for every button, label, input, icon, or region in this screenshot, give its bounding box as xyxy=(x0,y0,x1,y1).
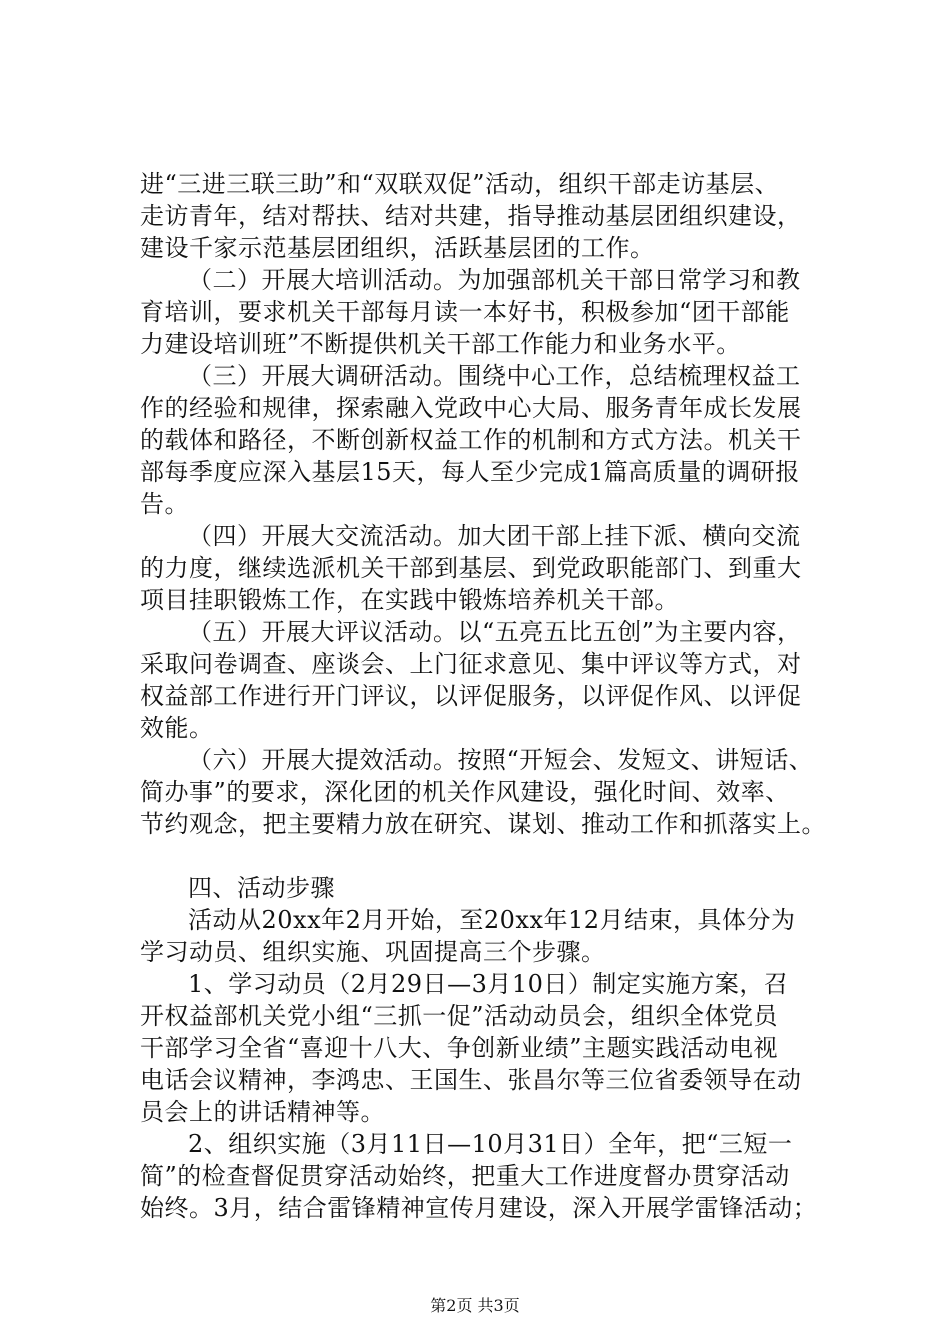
text-line: 效能。 xyxy=(140,714,214,742)
text-line: 的载体和路径，不断创新权益工作的机制和方式方法。机关干 xyxy=(140,426,802,454)
paragraph xyxy=(140,520,830,616)
text-line: 力建设培训班”不断提供机关干部工作能力和业务水平。 xyxy=(140,330,741,358)
body-text xyxy=(140,168,830,1224)
text-line: （四）开展大交流活动。加大团干部上挂下派、横向交流 xyxy=(188,522,801,550)
paragraph xyxy=(140,616,830,744)
text-line: 电话会议精神，李鸿忠、王国生、张昌尔等三位省委领导在动 xyxy=(140,1066,802,1094)
text-line: 简”的检查督促贯穿活动始终，把重大工作进度督办贯穿活动 xyxy=(140,1162,790,1190)
blank-line xyxy=(140,840,830,872)
paragraph xyxy=(140,264,830,360)
text-line: 建设千家示范基层团组织，活跃基层团的工作。 xyxy=(140,234,655,262)
heading-text: 四、活动步骤 xyxy=(188,874,335,902)
paragraph xyxy=(140,744,830,840)
text-line: 始终。3月，结合雷锋精神宣传月建设，深入开展学雷锋活动； xyxy=(140,1194,818,1222)
text-line: 育培训，要求机关干部每月读一本好书，积极参加“团干部能 xyxy=(140,298,790,326)
text-line: 权益部工作进行开门评议，以评促服务，以评促作风、以评促 xyxy=(140,682,802,710)
page-number-footer: 第2页 共3页 xyxy=(430,1296,520,1315)
text-line: 活动从20xx年2月开始，至20xx年12月结束，具体分为 xyxy=(188,906,796,934)
text-line: 员会上的讲话精神等。 xyxy=(140,1098,385,1126)
text-line: 节约观念，把主要精力放在研究、谋划、推动工作和抓落实上。 xyxy=(140,810,826,838)
text-line: 开权益部机关党小组“三抓一促”活动动员会，组织全体党员 xyxy=(140,1002,779,1030)
text-line: 的力度，继续选派机关干部到基层、到党政职能部门、到重大 xyxy=(140,554,802,582)
text-line: 干部学习全省“喜迎十八大、争创新业绩”主题实践活动电视 xyxy=(140,1034,779,1062)
text-line: 简办事”的要求，深化团的机关作风建设，强化时间、效率、 xyxy=(140,778,790,806)
text-line: 2、组织实施（3月11日—10月31日）全年，把“三短一 xyxy=(188,1130,793,1158)
text-line: 采取问卷调查、座谈会、上门征求意见、集中评议等方式，对 xyxy=(140,650,802,678)
paragraph xyxy=(140,968,830,1128)
section-heading xyxy=(140,872,830,904)
text-line: 告。 xyxy=(140,490,189,518)
paragraph xyxy=(140,904,830,968)
text-line: （六）开展大提效活动。按照“开短会、发短文、讲短话、 xyxy=(188,746,814,774)
text-line: 进“三进三联三助”和“双联双促”活动，组织干部走访基层、 xyxy=(140,170,780,198)
paragraph xyxy=(140,168,830,264)
paragraph xyxy=(140,360,830,520)
text-line: 项目挂职锻炼工作，在实践中锻炼培养机关干部。 xyxy=(140,586,679,614)
text-line: （五）开展大评议活动。以“五亮五比五创”为主要内容， xyxy=(188,618,802,646)
text-line: 部每季度应深入基层15天，每人至少完成1篇高质量的调研报 xyxy=(140,458,800,486)
paragraph xyxy=(140,1128,830,1224)
text-line: 作的经验和规律，探索融入党政中心大局、服务青年成长发展 xyxy=(140,394,802,422)
text-line: 1、学习动员（2月29日—3月10日）制定实施方案，召 xyxy=(188,970,789,998)
text-line: 学习动员、组织实施、巩固提高三个步骤。 xyxy=(140,938,606,966)
text-line: （二）开展大培训活动。为加强部机关干部日常学习和教 xyxy=(188,266,801,294)
text-line: （三）开展大调研活动。围绕中心工作，总结梳理权益工 xyxy=(188,362,801,390)
text-line: 走访青年，结对帮扶、结对共建，指导推动基层团组织建设， xyxy=(140,202,802,230)
